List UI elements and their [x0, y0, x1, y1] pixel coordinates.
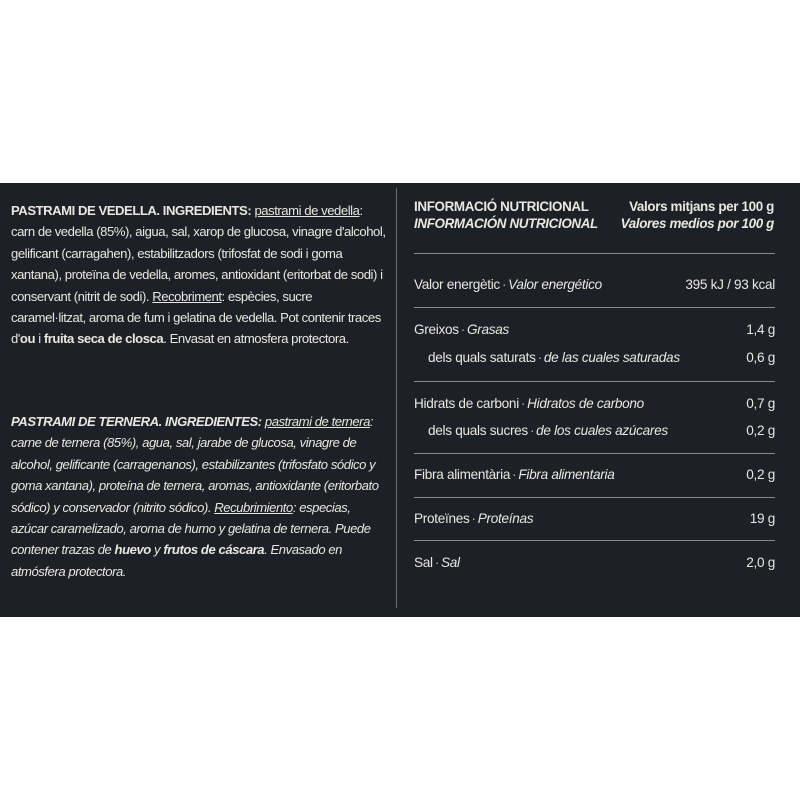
ingredients-ca-coating-label: Recobriment — [152, 288, 222, 304]
nutrition-title-es: INFORMACIÓN NUTRICIONAL — [414, 216, 598, 231]
nutrient-es: Sal — [440, 555, 460, 570]
allergen-nuts-es: frutos de cáscara — [163, 542, 265, 558]
nutrition-per-ca: Valors mitjans per 100 g — [629, 199, 774, 214]
ingredients-es-packaging: . Envasado en atmósfera protectora. — [11, 542, 343, 579]
separator: · — [537, 350, 542, 365]
ingredients-es-connector: y — [150, 542, 164, 558]
nutrient-value: 2,0 g — [746, 555, 775, 570]
nutrition-divider — [414, 540, 775, 541]
ingredients-es-product: pastrami de ternera — [264, 414, 370, 429]
nutrition-divider — [414, 381, 775, 382]
nutrient-es: Fibra alimentaria — [518, 467, 615, 482]
nutrient-es: de las cuales saturadas — [543, 350, 680, 365]
nutrient-value: 19 g — [749, 511, 775, 526]
ingredients-ca-text: : carn de vedella (85%), aigua, sal, xarop de glucosa, vinagre d'alcohol, gelificant (carragahen), estabilitzadors (trifosfat de sodi i goma xantana), proteïna de vedella, aromes, antioxidant (eritorbat de sodi) i conservant (nitrit de sodi). — [11, 203, 386, 304]
nutrient-ca: Hidrats de carboni — [414, 396, 519, 411]
ingredients-spanish — [11, 411, 386, 582]
nutrition-row-saturates — [414, 350, 775, 365]
allergen-nuts-ca: fruita seca de closca — [43, 331, 164, 347]
ingredients-es-title: PASTRAMI DE TERNERA. INGREDIENTES: — [11, 414, 262, 429]
ingredients-ca-connector: i — [35, 331, 44, 347]
separator: · — [434, 555, 439, 570]
nutrition-row-salt — [414, 555, 775, 570]
nutrient-es: Hidratos de carbono — [527, 396, 644, 411]
separator: · — [529, 423, 535, 438]
nutrient-value: 0,6 g — [746, 350, 775, 365]
separator: · — [501, 277, 507, 292]
nutrient-ca: dels quals saturats — [428, 350, 536, 365]
ingredients-es-coating-label: Recubrimiento — [214, 499, 293, 515]
nutrient-es: de los cuales azúcares — [536, 423, 668, 438]
nutrition-divider — [414, 307, 775, 308]
nutrition-row-fibre — [414, 467, 775, 482]
nutrient-ca: dels quals sucres — [428, 423, 528, 438]
nutrient-value: 1,4 g — [746, 322, 775, 337]
ingredients-es-text: : carne de ternera (85%), agua, sal, jarabe de glucosa, vinagre de alcohol, gelificante (carragenanos), estabilizantes (trifosfato sódico y goma xantana), proteína de ternera, aromas, antioxidante (eritorbato sódico) y conservador (nitrito sódico). — [11, 414, 379, 515]
ingredients-ca-product: pastrami de vedella — [254, 203, 360, 218]
nutrient-ca: Proteïnes — [414, 511, 470, 526]
nutrition-divider — [414, 253, 775, 254]
separator: · — [520, 396, 526, 411]
nutrient-ca: Sal — [414, 555, 433, 570]
nutrition-row-fat — [414, 322, 775, 337]
nutrition-per-es: Valores medios por 100 g — [620, 216, 774, 231]
column-divider — [396, 188, 397, 608]
nutrition-header — [414, 198, 774, 232]
nutrition-divider — [414, 497, 775, 498]
ingredients-es-coating-text: : especias, azúcar caramelizado, aroma de humo y gelatina de ternera. Puede contener trazas de — [11, 499, 371, 558]
nutrient-es: Grasas — [466, 322, 509, 337]
nutrition-row-carbs — [414, 396, 775, 411]
separator: · — [460, 322, 465, 337]
allergen-egg-ca: ou — [19, 331, 35, 347]
nutrition-row-sugars — [414, 423, 775, 438]
nutrition-row-energy — [414, 277, 775, 292]
nutrient-es: Proteínas — [477, 511, 534, 526]
nutrition-divider — [414, 453, 775, 454]
ingredients-ca-title: PASTRAMI DE VEDELLA. INGREDIENTS: — [11, 203, 252, 218]
nutrition-row-protein — [414, 511, 775, 526]
nutrient-ca: Fibra alimentària — [414, 467, 511, 482]
nutrient-ca: Valor energètic — [414, 277, 500, 292]
nutrient-value: 0,7 g — [746, 396, 775, 411]
nutrient-es: Valor energético — [508, 277, 602, 292]
ingredients-ca-coating-text: : espècies, sucre caramel·litzat, aroma de fum i gelatina de vedella. Pot contenir traces d' — [11, 288, 381, 347]
nutrition-title-ca: INFORMACIÓ NUTRICIONAL — [414, 199, 589, 214]
nutrient-value: 0,2 g — [746, 423, 775, 438]
ingredients-ca-packaging: . Envasat en atmosfera protectora. — [163, 331, 349, 347]
nutrient-value: 395 kJ / 93 kcal — [685, 277, 775, 292]
nutrient-ca: Greixos — [414, 322, 459, 337]
nutrient-value: 0,2 g — [746, 467, 775, 482]
separator: · — [512, 467, 517, 482]
allergen-egg-es: huevo — [114, 542, 151, 558]
separator: · — [471, 511, 476, 526]
ingredients-catalan — [11, 200, 386, 350]
